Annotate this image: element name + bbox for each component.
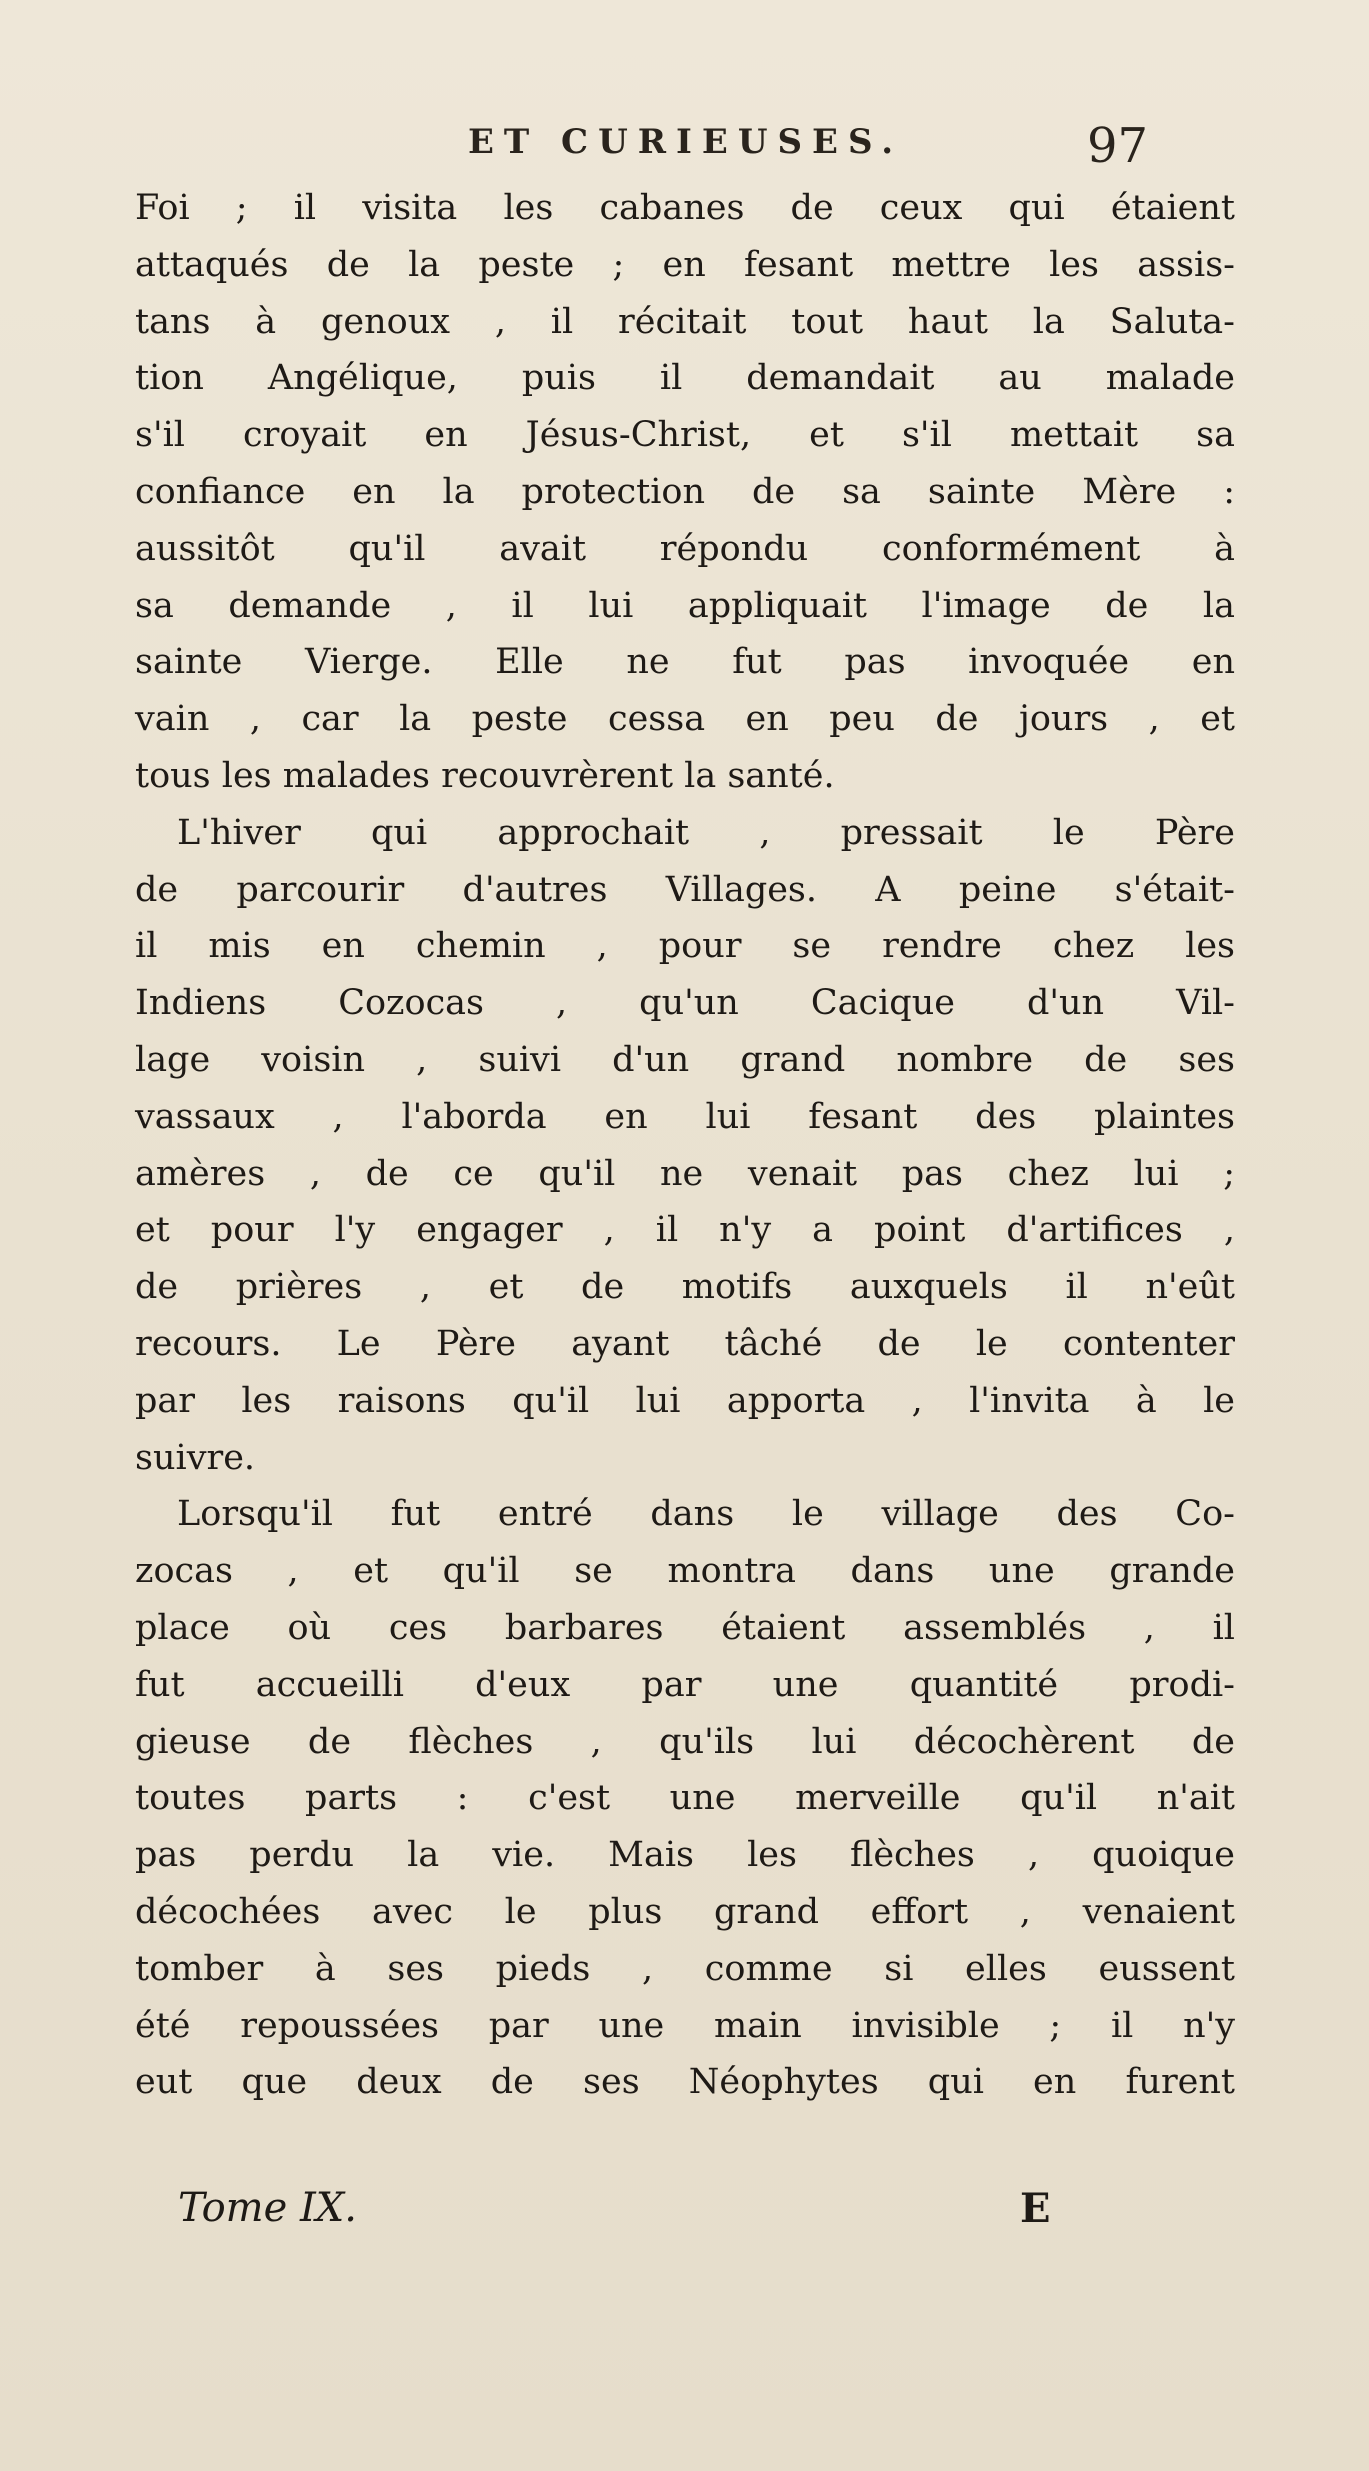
text-line: recours. Le Père ayant tâché de le contenter xyxy=(135,1323,1235,1364)
text-line: sa demande , il lui appliquait l'image de la xyxy=(135,585,1235,626)
volume-label: Tome IX. xyxy=(178,2185,357,2231)
running-head xyxy=(0,118,1369,178)
text-line: place où ces barbares étaient assemblés , il xyxy=(135,1607,1235,1648)
text-line: lage voisin , suivi d'un grand nombre de ses xyxy=(135,1039,1235,1080)
signature-mark: E xyxy=(1020,2185,1051,2232)
text-line: amères , de ce qu'il ne venait pas chez lui ; xyxy=(135,1153,1235,1194)
text-line: par les raisons qu'il lui apporta , l'invita à le xyxy=(135,1380,1235,1421)
body-text xyxy=(135,180,1235,2111)
text-line: eut que deux de ses Néophytes qui en furent xyxy=(135,2062,1235,2103)
page-number: 97 xyxy=(1087,118,1149,174)
text-line: tans à genoux , il récitait tout haut la Saluta- xyxy=(135,301,1235,342)
text-line: zocas , et qu'il se montra dans une grande xyxy=(135,1551,1235,1592)
text-line: fut accueilli d'eux par une quantité prodi- xyxy=(135,1664,1235,1705)
text-line: tomber à ses pieds , comme si elles eussent xyxy=(135,1948,1235,1989)
text-line: tion Angélique, puis il demandait au malade xyxy=(135,358,1235,399)
text-line: attaqués de la peste ; en fesant mettre les assis- xyxy=(135,244,1235,285)
text-line: il mis en chemin , pour se rendre chez les xyxy=(135,926,1235,967)
running-title: ET CURIEUSES. xyxy=(468,122,904,162)
text-line: s'il croyait en Jésus-Christ, et s'il mettait sa xyxy=(135,415,1235,456)
text-line: de prières , et de motifs auxquels il n'eût xyxy=(135,1267,1235,1308)
text-line: confiance en la protection de sa sainte Mère : xyxy=(135,471,1235,512)
paragraph-start-line: L'hiver qui approchait , pressait le Père xyxy=(177,812,1235,853)
text-line: gieuse de flèches , qu'ils lui décochèrent de xyxy=(135,1721,1235,1762)
text-line: tous les malades recouvrèrent la santé. xyxy=(135,755,835,796)
text-line: aussitôt qu'il avait répondu conformément à xyxy=(135,528,1235,569)
text-line: sainte Vierge. Elle ne fut pas invoquée en xyxy=(135,642,1235,683)
text-line: de parcourir d'autres Villages. A peine s'était- xyxy=(135,869,1235,910)
text-line: vassaux , l'aborda en lui fesant des plaintes xyxy=(135,1096,1235,1137)
text-line: et pour l'y engager , il n'y a point d'artifices , xyxy=(135,1210,1235,1251)
paragraph-start-line: Lorsqu'il fut entré dans le village des Co- xyxy=(177,1494,1235,1535)
text-line: vain , car la peste cessa en peu de jours , et xyxy=(135,699,1235,740)
text-line: suivre. xyxy=(135,1437,256,1478)
text-line: été repoussées par une main invisible ; il n'y xyxy=(135,2005,1235,2046)
text-line: toutes parts : c'est une merveille qu'il n'ait xyxy=(135,1778,1235,1819)
text-line: pas perdu la vie. Mais les flèches , quoique xyxy=(135,1835,1235,1876)
page-footer xyxy=(0,2185,1369,2245)
text-line: décochées avec le plus grand effort , venaient xyxy=(135,1891,1235,1932)
text-line: Foi ; il visita les cabanes de ceux qui étaient xyxy=(135,188,1235,228)
text-line: Indiens Cozocas , qu'un Cacique d'un Vil- xyxy=(135,983,1235,1024)
